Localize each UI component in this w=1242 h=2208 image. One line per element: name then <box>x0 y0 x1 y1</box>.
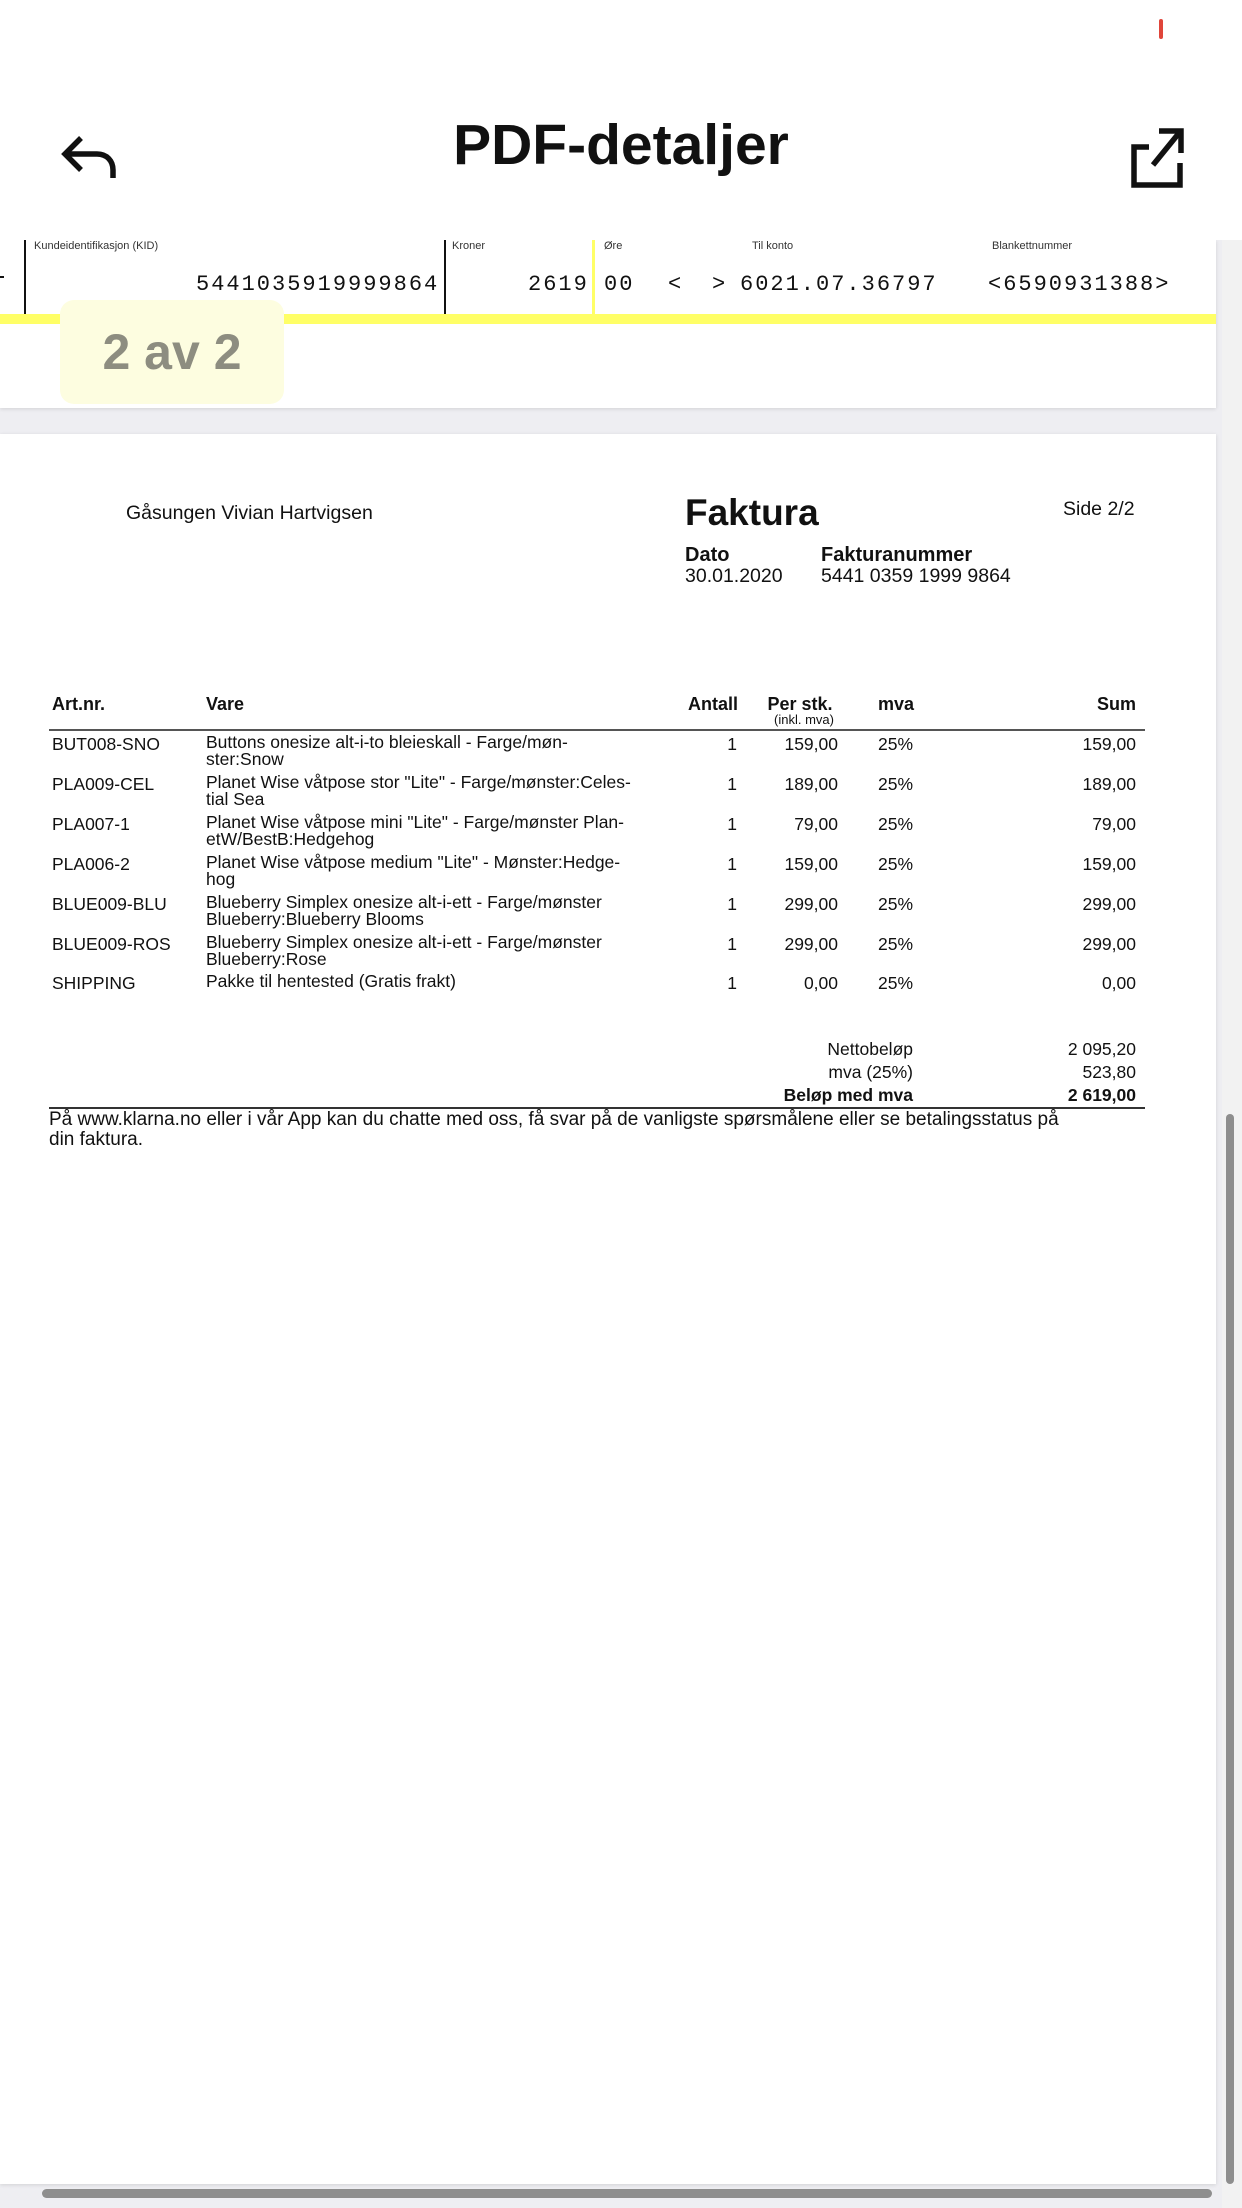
cell-antall: 1 <box>727 814 737 834</box>
cell-artnr: BUT008-SNO <box>52 734 160 754</box>
cell-antall: 1 <box>727 934 737 954</box>
app-header <box>0 70 1242 240</box>
kid-value: 5441035919999864 <box>196 272 440 297</box>
col-header-sum: Sum <box>1096 694 1136 714</box>
cell-mva: 25% <box>878 734 914 754</box>
cell-sum: 299,00 <box>1082 894 1136 914</box>
cell-per-stk: 189,00 <box>784 774 838 794</box>
invoice-number-label: Fakturanummer <box>821 544 973 566</box>
cell-artnr: BLUE009-ROS <box>52 934 171 954</box>
recording-indicator <box>1159 19 1163 39</box>
cell-per-stk: 79,00 <box>794 814 838 834</box>
table-row <box>0 814 1216 854</box>
highlight-line <box>592 240 595 314</box>
cell-vare: Buttons onesize alt-i-to bleieskall - Farge/møn- ster:Snow <box>206 732 568 769</box>
page-title: PDF-detaljer <box>453 113 789 177</box>
cell-vare: Planet Wise våtpose mini "Lite" - Farge/mønster Plan- etW/BestB:Hedgehog <box>206 812 624 849</box>
mva-value: 523,80 <box>1082 1062 1136 1082</box>
page-indicator: 2 av 2 <box>60 300 284 404</box>
netto-value: 2 095,20 <box>1067 1039 1136 1059</box>
cell-mva: 25% <box>878 894 914 914</box>
kroner-label: Kroner <box>452 240 486 252</box>
cell-artnr: PLA006-2 <box>52 854 130 874</box>
share-button[interactable] <box>1118 118 1196 196</box>
sender-name: Gåsungen Vivian Hartvigsen <box>126 502 373 524</box>
date-label: Dato <box>685 544 730 566</box>
share-icon <box>1129 125 1185 189</box>
total-value: 2 619,00 <box>1067 1085 1136 1105</box>
cell-sum: 159,00 <box>1082 854 1136 874</box>
vertical-scrollbar[interactable] <box>1226 1114 1234 2184</box>
divider <box>0 276 4 278</box>
cell-per-stk: 299,00 <box>784 934 838 954</box>
cell-antall: 1 <box>727 894 737 914</box>
cell-antall: 1 <box>727 854 737 874</box>
cell-artnr: SHIPPING <box>52 973 136 993</box>
cell-vare: Blueberry Simplex onesize alt-i-ett - Farge/mønster Blueberry:Rose <box>206 932 602 969</box>
cell-per-stk: 159,00 <box>784 854 838 874</box>
control-marker-right: > <box>712 272 728 297</box>
cell-mva: 25% <box>878 814 914 834</box>
col-header-per-stk: Per stk. <box>767 694 833 714</box>
cell-mva: 25% <box>878 774 914 794</box>
table-row <box>0 973 1216 1013</box>
ore-label: Øre <box>604 240 623 252</box>
kid-label: Kundeidentifikasjon (KID) <box>34 240 159 252</box>
cell-antall: 1 <box>727 973 737 993</box>
cell-vare: Blueberry Simplex onesize alt-i-ett - Farge/mønster Blueberry:Blueberry Blooms <box>206 892 602 929</box>
cell-sum: 189,00 <box>1082 774 1136 794</box>
cell-mva: 25% <box>878 973 914 993</box>
cell-mva: 25% <box>878 934 914 954</box>
konto-value: 6021.07.36797 <box>740 272 938 297</box>
cell-antall: 1 <box>727 774 737 794</box>
cell-antall: 1 <box>727 734 737 754</box>
divider <box>444 240 446 314</box>
pdf-page-1 <box>0 240 1216 408</box>
total-label: Beløp med mva <box>783 1085 913 1105</box>
col-header-artnr: Art.nr. <box>52 694 106 714</box>
blankett-value: <6590931388> <box>988 272 1171 297</box>
cell-sum: 159,00 <box>1082 734 1136 754</box>
cell-mva: 25% <box>878 854 914 874</box>
col-header-vare: Vare <box>206 694 245 714</box>
ore-value: 00 <box>604 272 635 297</box>
col-header-antall: Antall <box>688 694 739 714</box>
control-marker-left: < <box>668 272 684 297</box>
table-row <box>0 774 1216 814</box>
horizontal-scrollbar[interactable] <box>42 2189 1212 2198</box>
date-value: 30.01.2020 <box>685 565 783 587</box>
cell-per-stk: 299,00 <box>784 894 838 914</box>
table-row <box>0 934 1216 974</box>
cell-per-stk: 159,00 <box>784 734 838 754</box>
divider <box>24 240 26 314</box>
cell-artnr: PLA009-CEL <box>52 774 155 794</box>
mva-label: mva (25%) <box>828 1062 913 1082</box>
table-row <box>0 854 1216 894</box>
cell-artnr: BLUE009-BLU <box>52 894 167 914</box>
cell-vare: Pakke til hentested (Gratis frakt) <box>206 971 456 991</box>
col-header-per-stk-sub: (inkl. mva) <box>774 712 834 727</box>
col-header-mva: mva <box>878 694 915 714</box>
netto-label: Nettobeløp <box>827 1039 913 1059</box>
kroner-value: 2619 <box>528 272 589 297</box>
cell-sum: 79,00 <box>1092 814 1136 834</box>
blankett-label: Blankettnummer <box>992 240 1073 252</box>
header-divider <box>49 729 1145 731</box>
status-bar <box>0 0 1242 70</box>
invoice-title: Faktura <box>685 492 819 533</box>
cell-sum: 0,00 <box>1101 973 1136 993</box>
table-row <box>0 894 1216 934</box>
cell-vare: Planet Wise våtpose medium "Lite" - Mønster:Hedge- hog <box>206 852 621 889</box>
footer-text: På www.klarna.no eller i vår App kan du chatte med oss, få svar på de vanligste spørsmålene eller se betalingsstatus på din faktura. <box>49 1109 1059 1150</box>
cell-artnr: PLA007-1 <box>52 814 130 834</box>
konto-label: Til konto <box>752 240 794 252</box>
cell-vare: Planet Wise våtpose stor "Lite" - Farge/mønster:Celes- tial Sea <box>206 772 631 809</box>
invoice-number-value: 5441 0359 1999 9864 <box>821 565 1011 587</box>
pdf-page-2 <box>0 434 1216 2184</box>
table-row <box>0 734 1216 774</box>
page-number: Side 2/2 <box>1063 498 1135 520</box>
cell-per-stk: 0,00 <box>803 973 838 993</box>
cell-sum: 299,00 <box>1082 934 1136 954</box>
